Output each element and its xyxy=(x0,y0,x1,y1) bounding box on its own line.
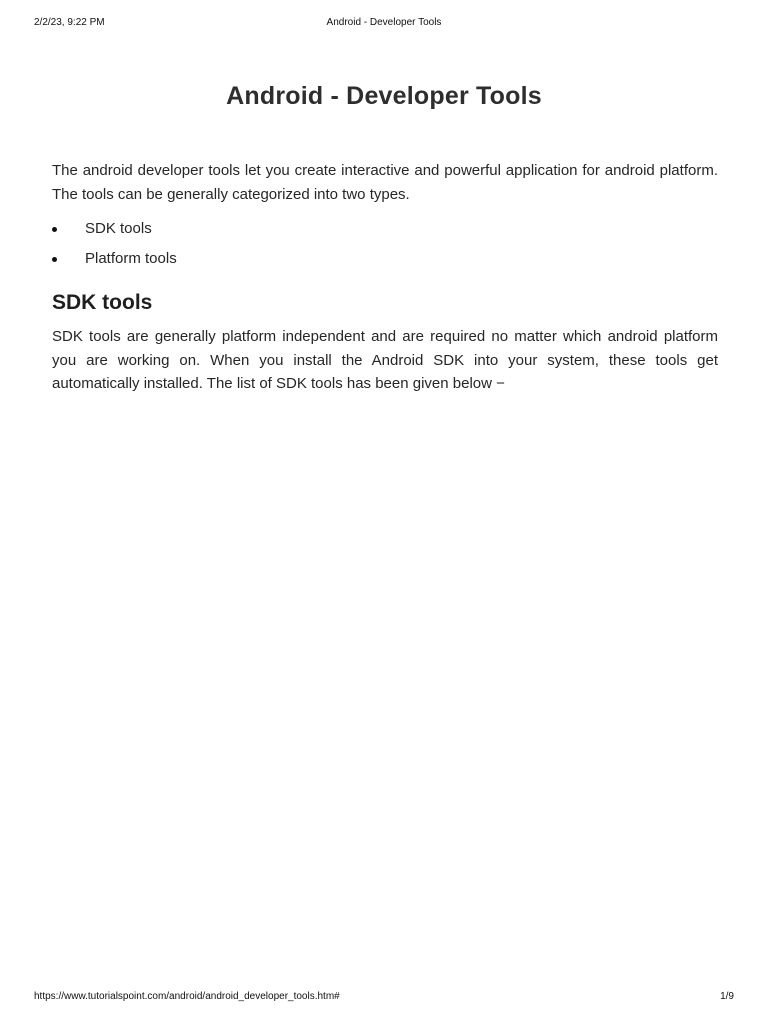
print-footer xyxy=(34,991,734,1005)
bullet-icon xyxy=(52,257,57,262)
print-document-title: Android - Developer Tools xyxy=(326,17,442,28)
print-header xyxy=(34,17,734,31)
list-item-label: SDK tools xyxy=(85,220,152,237)
intro-paragraph: The android developer tools let you create interactive and powerful application for android platform. The tools can be generally categorized into two types. xyxy=(52,162,718,203)
list-item xyxy=(52,244,718,274)
list-item-label: Platform tools xyxy=(85,250,177,267)
tool-types-list xyxy=(52,214,718,274)
page-number: 1/9 xyxy=(720,991,734,1002)
sdk-tools-paragraph: SDK tools are generally platform independent and are required no matter which android platform you are working on. When you install the Android SDK into your system, these tools get automatically installed. The list of SDK tools has been given below − xyxy=(52,328,718,392)
print-date: 2/2/23, 9:22 PM xyxy=(34,17,105,28)
sdk-tools-heading: SDK tools xyxy=(52,291,153,314)
bullet-icon xyxy=(52,227,57,232)
article-content xyxy=(52,159,718,396)
page-title: Android - Developer Tools xyxy=(226,82,542,110)
list-item xyxy=(52,214,718,244)
page-url: https://www.tutorialspoint.com/android/android_developer_tools.htm# xyxy=(34,991,340,1002)
